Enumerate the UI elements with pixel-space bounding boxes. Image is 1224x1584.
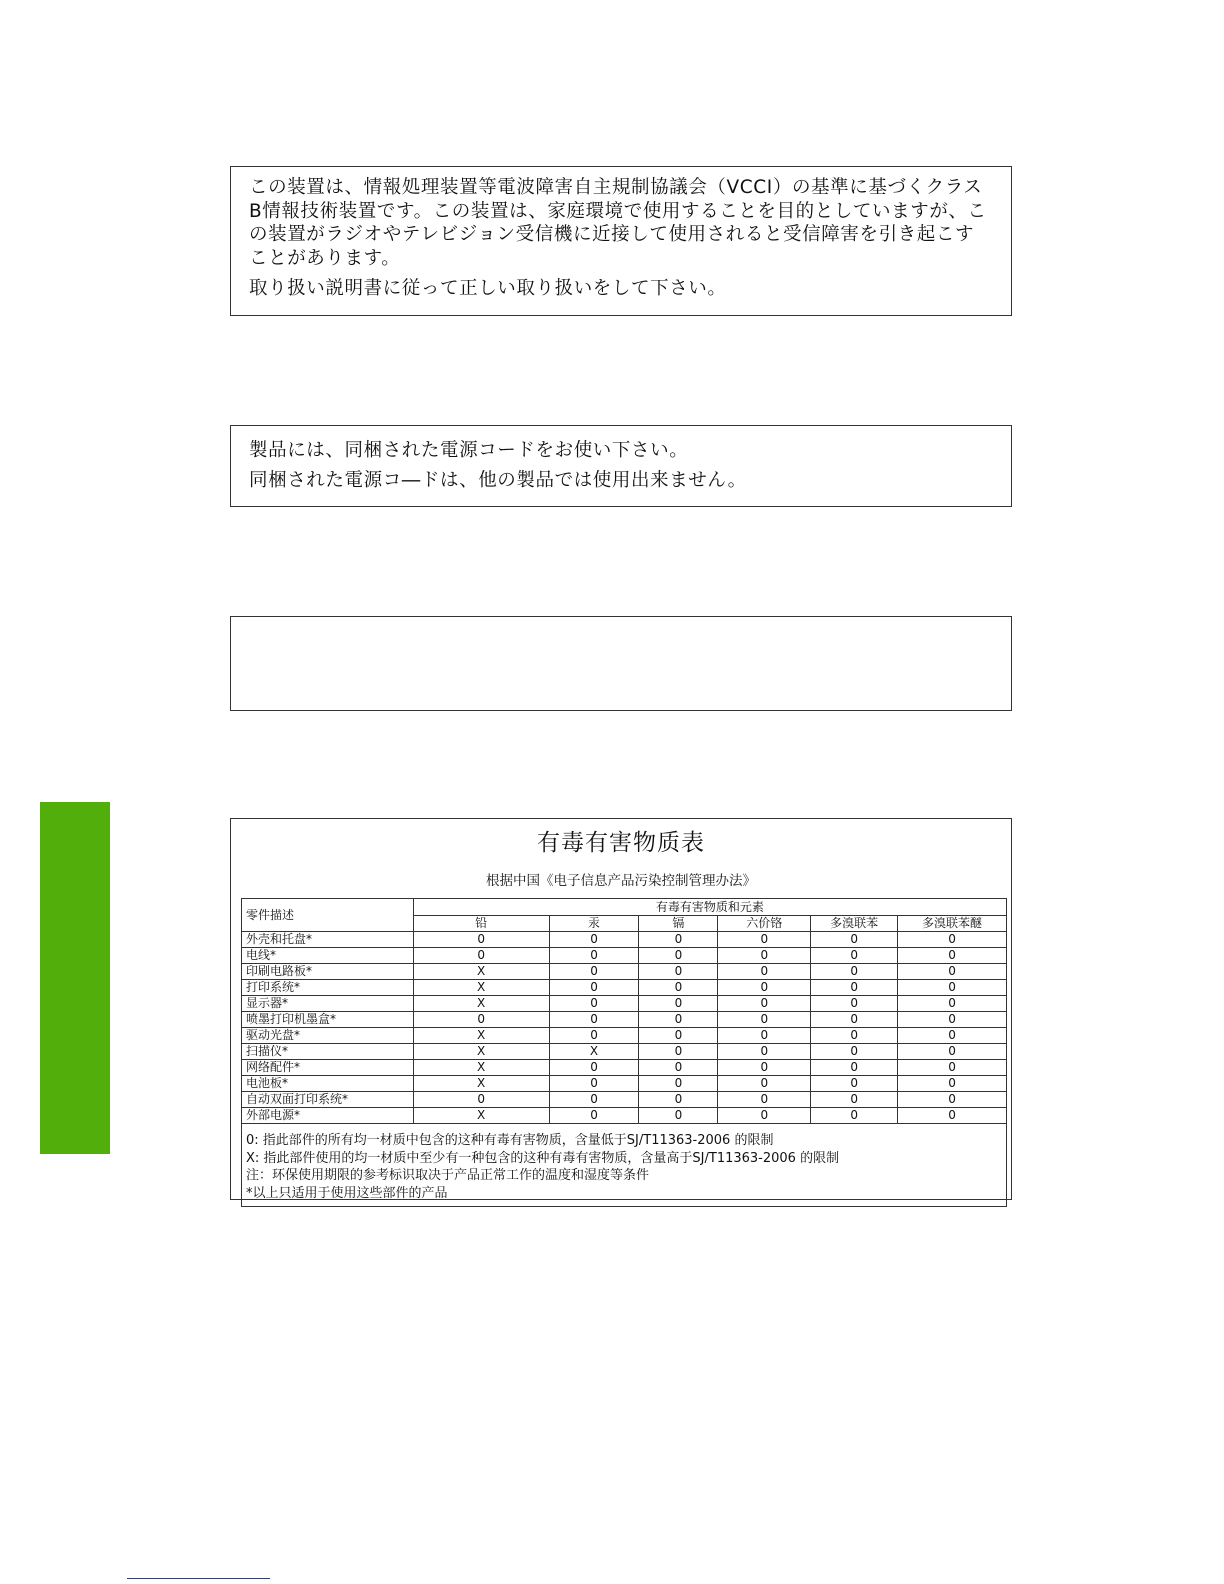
cord-line-1: 製品には、同梱された電源コードをお使い下さい。 — [249, 440, 689, 461]
part-name: 驱动光盘* — [242, 1028, 414, 1044]
substance-header: 铅 — [413, 916, 549, 932]
substance-value: 0 — [639, 932, 718, 948]
substance-value: 0 — [718, 964, 811, 980]
substance-value: 0 — [639, 1076, 718, 1092]
substance-value: 0 — [639, 1044, 718, 1060]
table-row — [242, 1012, 1007, 1028]
substance-value: X — [413, 1108, 549, 1124]
substance-header: 镉 — [639, 916, 718, 932]
substance-value: 0 — [718, 1028, 811, 1044]
substance-value: 0 — [811, 1076, 898, 1092]
substance-value: 0 — [898, 932, 1007, 948]
vcci-line-4: ことがあります。 — [249, 247, 401, 269]
table-row — [242, 964, 1007, 980]
substance-value: X — [413, 1028, 549, 1044]
substance-value: 0 — [718, 1108, 811, 1124]
substance-value: 0 — [811, 1044, 898, 1060]
part-name: 打印系统* — [242, 980, 414, 996]
green-side-tab — [40, 802, 110, 1154]
vcci-line-2: B情報技術装置です。この装置は、家庭環境で使用することを目的としていますが、こ — [249, 200, 987, 222]
substance-value: 0 — [898, 1028, 1007, 1044]
substance-value: X — [413, 1076, 549, 1092]
substance-value: 0 — [718, 1076, 811, 1092]
toxic-table-title: 有毒有害物质表 — [537, 830, 705, 856]
note-applicability: *以上只适用于使用这些部件的产品 — [246, 1185, 448, 1201]
substance-value: 0 — [413, 932, 549, 948]
substance-value: 0 — [718, 948, 811, 964]
substance-value: 0 — [898, 948, 1007, 964]
substance-value: 0 — [718, 1044, 811, 1060]
substance-header: 多溴联苯醚 — [898, 916, 1007, 932]
substance-value: 0 — [898, 1012, 1007, 1028]
substance-value: 0 — [811, 932, 898, 948]
table-row — [242, 996, 1007, 1012]
substance-value: 0 — [898, 1060, 1007, 1076]
substance-value: 0 — [549, 996, 639, 1012]
note-zero: 0: 指此部件的所有均一材质中包含的这种有毒有害物质，含量低于SJ/T11363-2006 的限制 — [246, 1133, 774, 1148]
substance-value: 0 — [811, 1060, 898, 1076]
substance-value: X — [413, 1060, 549, 1076]
substance-header: 六价铬 — [718, 916, 811, 932]
substance-value: 0 — [549, 932, 639, 948]
part-name: 扫描仪* — [242, 1044, 414, 1060]
substance-header: 多溴联苯 — [811, 916, 898, 932]
substance-value: 0 — [718, 1092, 811, 1108]
substance-value: 0 — [898, 1092, 1007, 1108]
substance-value: 0 — [549, 1060, 639, 1076]
substance-value: 0 — [639, 1092, 718, 1108]
empty-notice-box — [230, 616, 1012, 711]
part-name: 喷墨打印机墨盒* — [242, 1012, 414, 1028]
power-cord-notice-box — [230, 425, 1012, 507]
substance-value: 0 — [549, 1108, 639, 1124]
table-row — [242, 948, 1007, 964]
substance-value: 0 — [639, 1028, 718, 1044]
substance-value: 0 — [811, 980, 898, 996]
vcci-line-3: の装置がラジオやテレビジョン受信機に近接して使用されると受信障害を引き起こす — [249, 224, 975, 245]
part-description-header: 零件描述 — [242, 899, 414, 932]
substance-value: 0 — [549, 964, 639, 980]
table-row — [242, 1028, 1007, 1044]
part-name: 外壳和托盘* — [242, 932, 414, 948]
cord-line-2: 同梱された電源コ―ドは、他の製品では使用出来ません。 — [249, 470, 747, 491]
substance-value: 0 — [718, 1060, 811, 1076]
substance-value: 0 — [413, 1012, 549, 1028]
substance-value: 0 — [811, 1092, 898, 1108]
table-row — [242, 932, 1007, 948]
table-row — [242, 1108, 1007, 1124]
substance-value: 0 — [639, 1108, 718, 1124]
substance-value: 0 — [898, 964, 1007, 980]
substance-value: 0 — [549, 1092, 639, 1108]
substance-value: 0 — [639, 1060, 718, 1076]
substance-value: 0 — [811, 996, 898, 1012]
part-name: 外部电源* — [242, 1108, 414, 1124]
vcci-notice-box — [230, 166, 1012, 316]
substance-value: X — [413, 980, 549, 996]
part-name: 显示器* — [242, 996, 414, 1012]
substance-value: 0 — [639, 980, 718, 996]
substances-group-header: 有毒有害物质和元素 — [413, 899, 1006, 916]
substance-value: X — [413, 964, 549, 980]
substance-value: 0 — [549, 1028, 639, 1044]
substance-value: 0 — [898, 980, 1007, 996]
table-row — [242, 980, 1007, 996]
substance-value: 0 — [718, 996, 811, 1012]
substance-value: 0 — [811, 1028, 898, 1044]
toxic-table-subtitle: 根据中国《电子信息产品污染控制管理办法》 — [486, 873, 756, 889]
part-name: 印刷电路板* — [242, 964, 414, 980]
substance-value: 0 — [898, 1108, 1007, 1124]
vcci-line-1: この装置は、情報処理装置等電波障害自主規制協議会（VCCI）の基準に基づくクラス — [249, 177, 983, 198]
table-row — [242, 1076, 1007, 1092]
substance-value: 0 — [811, 1012, 898, 1028]
vcci-line-5: 取り扱い説明書に従って正しい取り扱いをして下さい。 — [249, 278, 727, 299]
substance-value: 0 — [413, 948, 549, 964]
table-row — [242, 1092, 1007, 1108]
substance-value: 0 — [549, 948, 639, 964]
part-name: 电池板* — [242, 1076, 414, 1092]
substance-value: 0 — [811, 1108, 898, 1124]
substance-value: 0 — [639, 996, 718, 1012]
table-row — [242, 1044, 1007, 1060]
substance-value: 0 — [718, 980, 811, 996]
footer-rule — [127, 1578, 270, 1579]
toxic-substances-box — [230, 818, 1012, 1200]
substance-value: 0 — [811, 964, 898, 980]
note-period: 注：环保使用期限的参考标识取决于产品正常工作的温度和湿度等条件 — [246, 1168, 650, 1183]
substance-value: 0 — [639, 1012, 718, 1028]
substance-value: 0 — [718, 1012, 811, 1028]
substance-value: X — [413, 1044, 549, 1060]
substance-value: 0 — [898, 1044, 1007, 1060]
substance-value: 0 — [898, 996, 1007, 1012]
part-name: 自动双面打印系统* — [242, 1092, 414, 1108]
substance-value: 0 — [549, 1076, 639, 1092]
substance-value: 0 — [549, 980, 639, 996]
substance-value: 0 — [413, 1092, 549, 1108]
substance-value: 0 — [718, 932, 811, 948]
table-notes — [242, 1124, 1007, 1207]
toxic-substances-table — [241, 898, 1007, 1207]
substance-value: 0 — [811, 948, 898, 964]
substance-value: 0 — [639, 964, 718, 980]
substance-value: 0 — [639, 948, 718, 964]
substance-value: X — [549, 1044, 639, 1060]
substance-value: X — [413, 996, 549, 1012]
note-x: X: 指此部件使用的均一材质中至少有一种包含的这种有毒有害物质，含量高于SJ/T11363-2006 的限制 — [246, 1150, 840, 1166]
substance-value: 0 — [549, 1012, 639, 1028]
substance-value: 0 — [898, 1076, 1007, 1092]
part-name: 电线* — [242, 948, 414, 964]
table-row — [242, 1060, 1007, 1076]
substance-header: 汞 — [549, 916, 639, 932]
part-name: 网络配件* — [242, 1060, 414, 1076]
